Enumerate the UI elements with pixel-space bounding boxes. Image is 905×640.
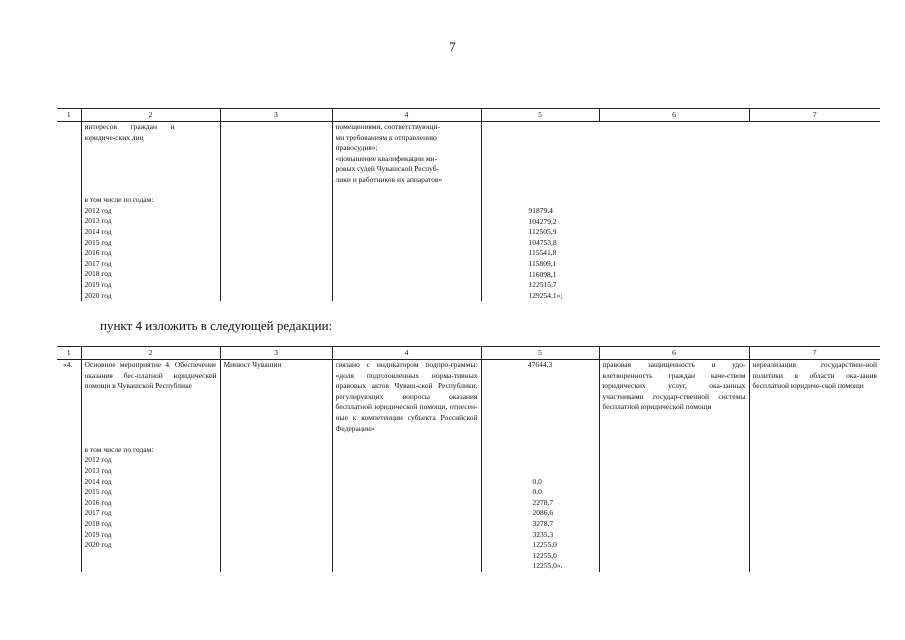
value-list bbox=[485, 206, 597, 301]
page-number: 7 bbox=[449, 39, 456, 54]
program-table-point-4 bbox=[57, 346, 880, 572]
year-label: 2012 год bbox=[84, 455, 112, 465]
measure-name-cell bbox=[81, 360, 220, 572]
year-label: 2019 год bbox=[84, 279, 112, 289]
funding-value: 115541,8 bbox=[528, 248, 557, 258]
column-number: 6 bbox=[599, 109, 749, 122]
column-number: 1 bbox=[57, 109, 81, 122]
measure-name-cell bbox=[81, 122, 220, 302]
column-number: 5 bbox=[481, 347, 599, 360]
funding-value: 12255,0 bbox=[532, 540, 557, 550]
funding-value: 116098,1 bbox=[528, 269, 557, 279]
consequences-text: нереализация государствен-ной политики в области ока-зания бесплатной юридиче-ской помощи bbox=[749, 360, 880, 572]
funding-total: 47644,3 bbox=[527, 360, 553, 369]
column-number: 6 bbox=[599, 347, 749, 360]
funding-value: 104753,8 bbox=[528, 237, 557, 247]
funding-value: 122515,7 bbox=[528, 280, 557, 290]
year-label: 2015 год bbox=[84, 487, 112, 497]
funding-cell bbox=[481, 360, 599, 572]
column-number: 7 bbox=[749, 109, 880, 122]
funding-value: 12255,0 bbox=[532, 550, 557, 560]
year-label: 2017 год bbox=[84, 508, 112, 518]
section-heading: пункт 4 изложить в следующей редакции: bbox=[100, 318, 333, 333]
year-label: 2018 год bbox=[84, 518, 112, 528]
year-label: 2020 год bbox=[84, 290, 112, 300]
funding-value: 115809,1 bbox=[528, 258, 557, 268]
column-number: 3 bbox=[220, 109, 332, 122]
column-number: 7 bbox=[749, 347, 880, 360]
year-list bbox=[85, 455, 217, 550]
funding-value: 0,0 bbox=[532, 487, 542, 497]
expected-result-text: правовая защищенность и удо-влетворенность граждан каче-ством юридических услуг, ока-занных участниками государ-ственной системы бесплатной юридической помощи bbox=[599, 360, 749, 572]
funding-value: 129254,1»; bbox=[528, 290, 563, 300]
column-number: 2 bbox=[81, 109, 220, 122]
measure-name-text: интересов граждан и юридиче-ских лиц bbox=[84, 122, 175, 142]
funding-value: 112505,9 bbox=[528, 227, 557, 237]
column-number: 4 bbox=[332, 347, 481, 360]
program-table-continuation bbox=[57, 108, 880, 301]
indicator-line: ровых судей Чувашской Респуб- bbox=[335, 164, 440, 174]
funding-value: 91879,4 bbox=[528, 206, 553, 215]
year-label: 2016 год bbox=[84, 497, 112, 507]
indicator-line: «повышение квалификации ми- bbox=[335, 153, 438, 163]
funding-cell bbox=[481, 122, 599, 302]
funding-value: 3278,7 bbox=[532, 518, 554, 528]
column-number: 3 bbox=[220, 347, 332, 360]
year-label: 2019 год bbox=[84, 529, 112, 539]
indicator-line: правосудия»; bbox=[335, 143, 378, 153]
year-label: 2014 год bbox=[84, 226, 112, 236]
value-list bbox=[485, 477, 596, 572]
funding-value: 3235,3 bbox=[532, 529, 554, 539]
indicator-cell bbox=[332, 122, 481, 302]
year-label: 2020 год bbox=[84, 540, 112, 550]
year-label: 2018 год bbox=[84, 269, 112, 279]
year-label: 2013 год bbox=[84, 216, 112, 226]
funding-value: 104279,2 bbox=[528, 216, 557, 226]
indicator-line: ми требованиям к отправлению bbox=[335, 132, 437, 142]
column-number: 4 bbox=[332, 109, 481, 122]
year-label: 2015 год bbox=[84, 237, 112, 247]
year-label: 2012 год bbox=[84, 205, 112, 215]
funding-value: 2278,7 bbox=[532, 497, 554, 507]
indicator-text: связано с индикатором подпро-граммы: «доля подготовленных норма-тивных правовых актов Чуваш-ской Республики, регулирующих вопросы оказания бесплатной юридической помощи, отнесен-ные к компетенции субъекта Российской Федерации» bbox=[332, 360, 481, 572]
year-label: 2017 год bbox=[84, 258, 112, 268]
column-number-row bbox=[57, 347, 880, 360]
year-label: 2014 год bbox=[84, 476, 112, 486]
funding-value: 2086,6 bbox=[532, 508, 554, 518]
column-number: 5 bbox=[481, 109, 599, 122]
funding-value: 0,0 bbox=[532, 476, 542, 486]
column-number-row bbox=[57, 109, 880, 122]
table-row bbox=[57, 360, 880, 572]
indicator-line: помещениями, соответствующи- bbox=[335, 122, 441, 131]
year-list bbox=[85, 206, 175, 301]
table-row bbox=[57, 122, 880, 302]
year-label: 2013 год bbox=[84, 465, 112, 475]
indicator-line: лики и работников их аппаратов» bbox=[335, 174, 443, 184]
row-number: «4. bbox=[63, 360, 73, 369]
year-label: 2016 год bbox=[84, 248, 112, 258]
column-number: 2 bbox=[81, 347, 220, 360]
funding-value: 12255,0». bbox=[532, 561, 563, 571]
measure-name-text: Основное мероприятие 4. Обеспечение оказания бес-платной юридической помощи в Чувашской Республике bbox=[84, 360, 217, 391]
years-label: в том числе по годам: bbox=[84, 195, 154, 205]
years-label: в том числе по годам: bbox=[84, 444, 154, 454]
column-number: 1 bbox=[57, 347, 81, 360]
responsible-executor: Минюст Чувашии bbox=[220, 360, 332, 572]
